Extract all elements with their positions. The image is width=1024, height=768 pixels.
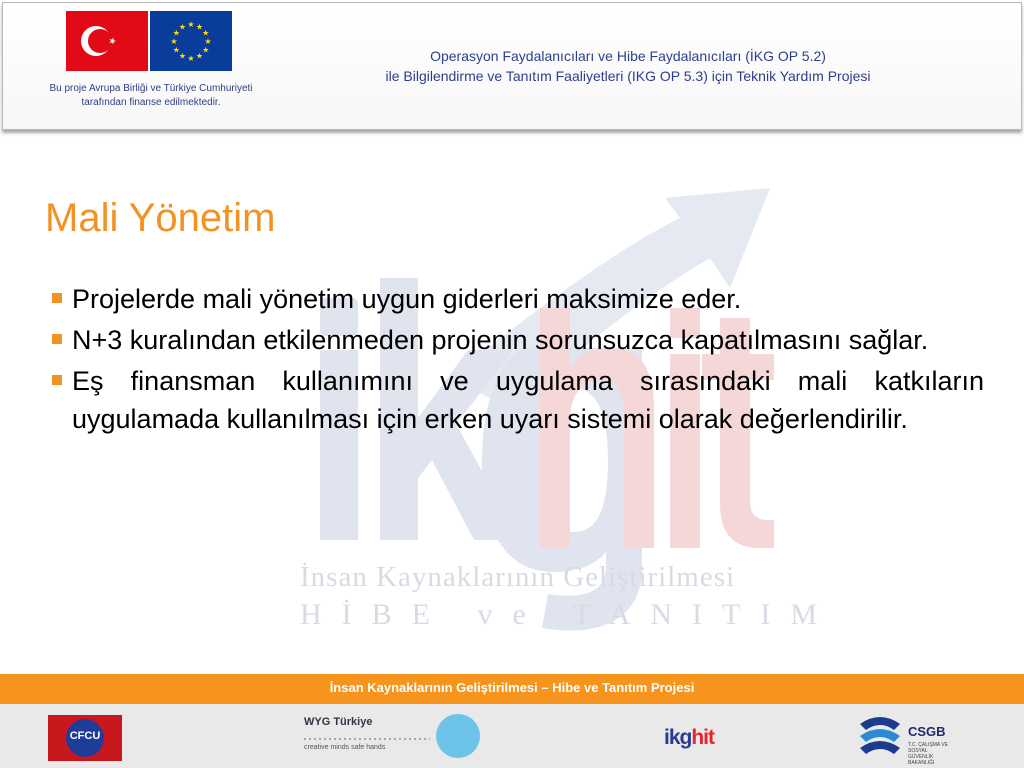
svg-text:★: ★ [202,28,210,38]
ikg-hit-logo-icon [664,712,724,760]
slide-title: Mali Yönetim [45,196,276,240]
eu-flag-icon [150,11,232,71]
svg-text:★: ★ [195,22,204,32]
csgb-logo-icon [856,712,956,766]
bullet-text: Projelerde mali yönetim uygun giderleri maksimize eder. [72,284,742,314]
funding-note [33,82,269,110]
header-panel [2,2,1022,130]
svg-text:★: ★ [172,45,180,55]
wyg-brand: WYG Türkiye [304,716,373,728]
watermark-line-1: İnsan Kaynaklarının Geliştirilmesi [300,561,736,593]
bullet-list [52,280,984,441]
cfcu-label: CFCU [69,730,101,742]
header [0,0,1024,134]
ikg-word: ikg [664,726,692,749]
funding-line-2: tarafından finanse edilmektedir. [81,97,221,108]
watermark-line-2: HİBE ve TANITIM [300,598,837,631]
csgb-wordmark: CSGB [908,724,946,739]
project-title-line-2: ile Bilgilendirme ve Tanıtım Faaliyetleri (IKG OP 5.3) için Teknik Yardım Projesi [385,68,871,84]
hit-word: hit [691,726,714,749]
csgb-subtitle: T.C. ÇALIŞMA VE SOSYAL GÜVENLİK BAKANLIĞI [908,742,949,766]
funding-line-1: Bu proje Avrupa Birliği ve Türkiye Cumhuriyeti [49,83,253,94]
svg-text:★: ★ [170,37,178,46]
svg-text:★: ★ [187,20,195,29]
bullet-item [52,362,984,438]
svg-text:★: ★ [187,54,195,63]
square-bullet-icon [52,375,62,385]
bullet-text: N+3 kuralından etkilenmeden projenin sorunsuzca kapatılmasını sağlar. [72,325,929,355]
svg-text:★: ★ [172,28,180,38]
cfcu-logo-icon [48,715,122,761]
svg-text:★: ★ [202,45,210,55]
svg-text:★: ★ [204,37,212,46]
project-title [303,46,953,86]
bullet-text: Eş finansman kullanımını ve uygulama sırasındaki mali katkıların uygulamada kullanılması için erken uyarı sistemi olarak değerlendirilir. [72,366,984,434]
square-bullet-icon [52,293,62,303]
svg-text:★: ★ [178,51,187,61]
footer-text: İnsan Kaynaklarının Geliştirilmesi – Hibe ve Tanıtım Projesi [329,680,695,695]
turkey-flag-icon [66,11,148,71]
bullet-item [52,280,984,318]
ikg-hit-wordmark [664,726,714,750]
footer-bar [0,674,1024,704]
project-title-line-1: Operasyon Faydalanıcıları ve Hibe Faydalanıcıları (İKG OP 5.2) [430,48,826,64]
svg-text:★: ★ [195,51,204,61]
wyg-logo-icon [300,712,480,760]
square-bullet-icon [52,334,62,344]
wyg-tagline: creative minds safe hands [304,744,386,751]
bullet-item [52,321,984,359]
footer-logos [0,704,1024,768]
svg-text:★: ★ [178,22,187,32]
